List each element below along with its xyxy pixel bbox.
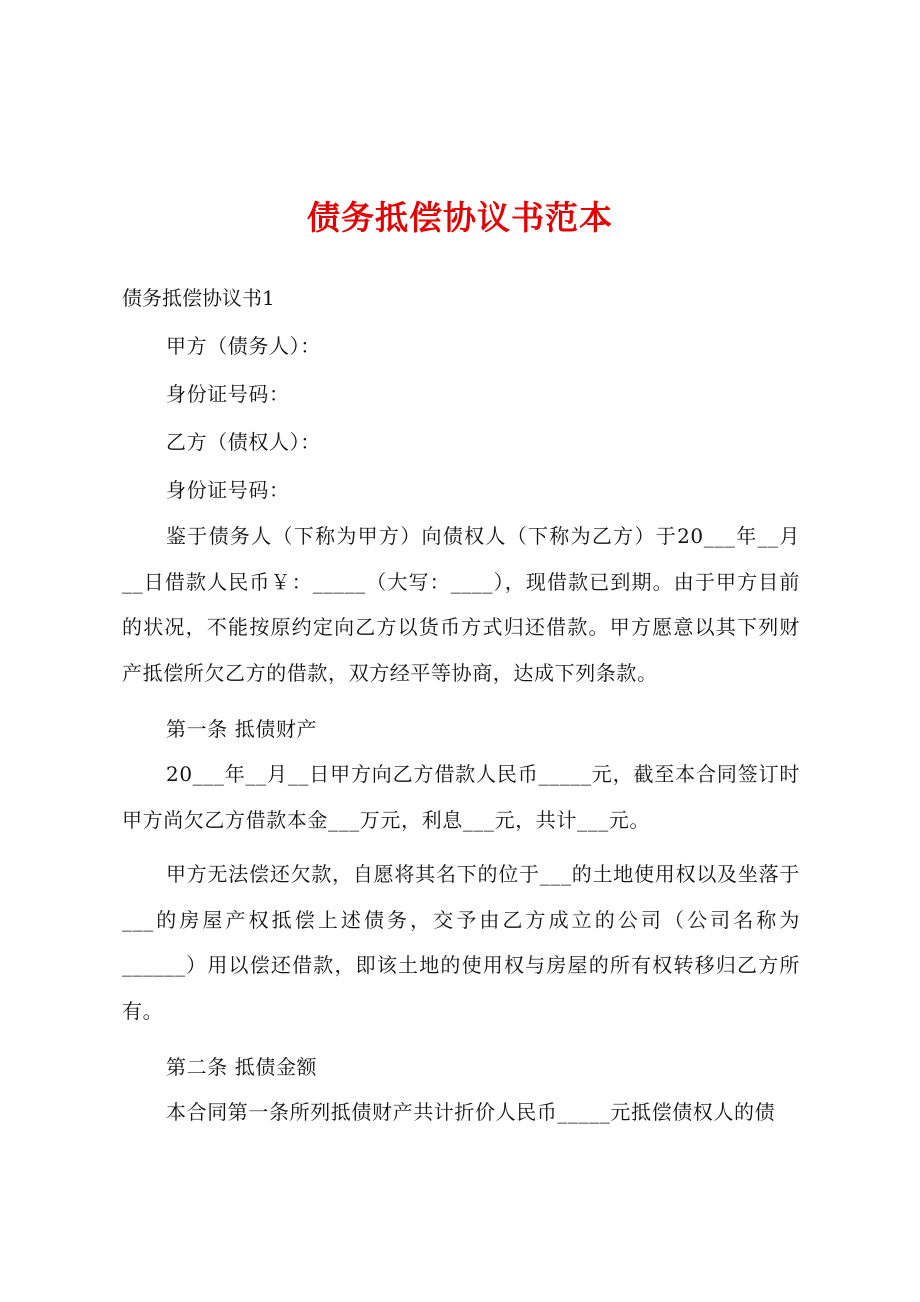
article-2-paragraph-1: 本合同第一条所列抵债财产共计折价人民币_____元抵偿债权人的债 bbox=[166, 1100, 776, 1124]
party-a-id-label: 身份证号码： bbox=[166, 382, 290, 406]
document-title: 债务抵偿协议书范本 bbox=[307, 198, 613, 237]
party-b-label: 乙方（债权人）： bbox=[166, 430, 321, 454]
article-2-title: 第二条 抵债金额 bbox=[166, 1055, 318, 1079]
intro-paragraph: 鉴于债务人（下称为甲方）向债权人（下称为乙方）于20___年__月__日借款人民币￥：_____（大写：____），现借款已到期。由于甲方目前的状况，不能按原约定向乙方以货币方式归还借款。甲方愿意以其下列财产抵偿所欠乙方的借款，双方经平等协商，达成下列条款。 bbox=[122, 524, 800, 685]
article-1-paragraph-1: 20___年__月__日甲方向乙方借款人民币_____元，截至本合同签订时甲方尚欠乙方借款本金___万元，利息___元，共计___元。 bbox=[122, 762, 800, 832]
party-a-label: 甲方（债务人）： bbox=[166, 334, 321, 358]
party-b-id-label: 身份证号码： bbox=[166, 478, 290, 502]
section-heading: 债务抵偿协议书1 bbox=[122, 286, 275, 310]
article-1-title: 第一条 抵债财产 bbox=[166, 717, 318, 741]
article-1-paragraph-2: 甲方无法偿还欠款，自愿将其名下的位于___的土地使用权以及坐落于___的房屋产权抵偿上述债务，交予由乙方成立的公司（公司名称为______）用以偿还借款，即该土地的使用权与房屋的所有权转移归乙方所有。 bbox=[122, 862, 800, 1023]
